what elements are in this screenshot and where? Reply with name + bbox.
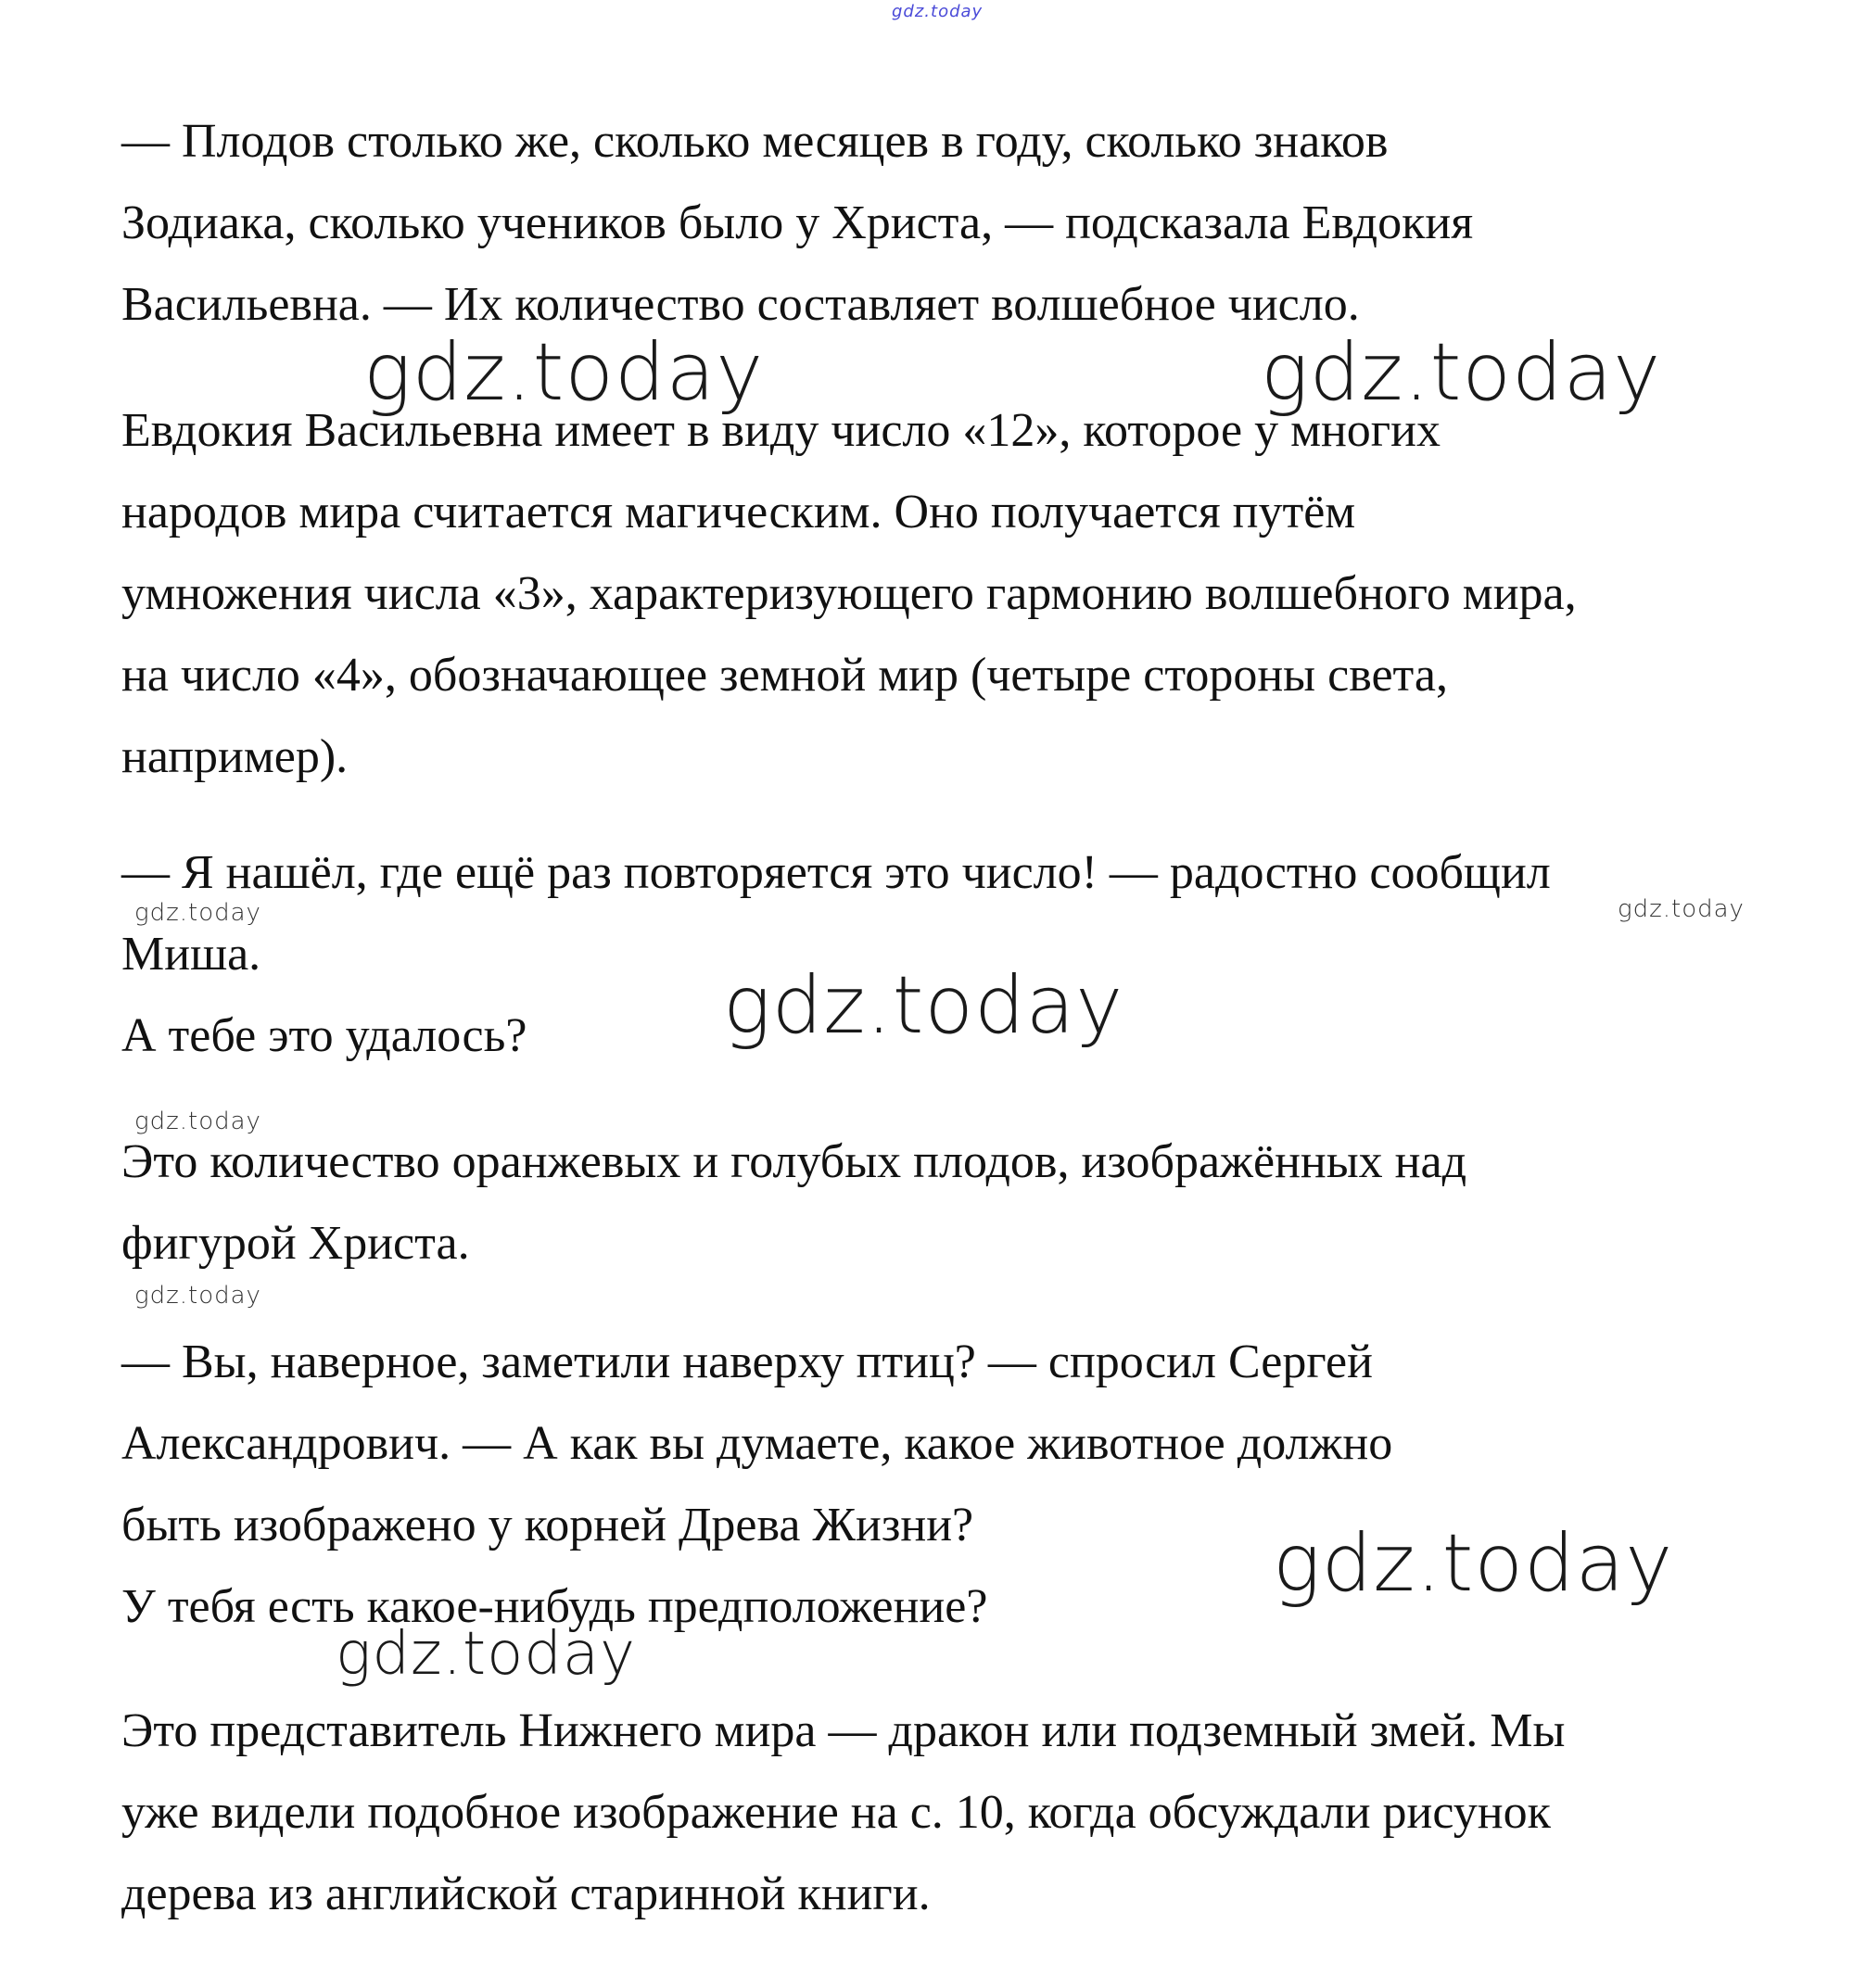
text-line: умножения числа «3», характеризующего гармонию волшебного мира, <box>121 567 1577 620</box>
text-line: быть изображено у корней Древа Жизни? <box>121 1499 974 1551</box>
text-line: Александрович. — А как вы думаете, какое животное должно <box>121 1417 1393 1470</box>
watermark-large-4: gdz.today <box>1273 1517 1674 1610</box>
text-line: — Вы, наверное, заметили наверху птиц? — спросил Сергей <box>121 1336 1373 1388</box>
text-line: Это количество оранжевых и голубых плодов, изображённых над <box>121 1135 1467 1188</box>
watermark-large-3: gdz.today <box>723 959 1124 1052</box>
text-line: на число «4», обозначающее земной мир (четыре стороны света, <box>121 649 1448 702</box>
text-line: Евдокия Васильевна имеет в виду число «12», которое у многих <box>121 404 1441 457</box>
watermark-small-3: gdz.today <box>134 1108 261 1135</box>
text-line: народов мира считается магическим. Оно получается путём <box>121 486 1356 538</box>
watermark-top: gdz.today <box>892 2 984 21</box>
watermark-medium-1: gdz.today <box>336 1620 636 1689</box>
watermark-large-1: gdz.today <box>363 326 765 419</box>
watermark-small-2: gdz.today <box>1618 895 1745 923</box>
text-line: например). <box>121 730 349 783</box>
text-line: Васильевна. — Их количество составляет волшебное число. <box>121 278 1360 331</box>
text-line: Это представитель Нижнего мира — дракон или подземный змей. Мы <box>121 1704 1566 1757</box>
text-line: Зодиака, сколько учеников было у Христа, — подсказала Евдокия <box>121 196 1474 249</box>
text-line: У тебя есть какое-нибудь предположение? <box>121 1580 988 1633</box>
text-line: А тебе это удалось? <box>121 1009 527 1062</box>
text-line: Миша. <box>121 928 261 981</box>
text-line: дерева из английской старинной книги. <box>121 1868 931 1920</box>
watermark-small-1: gdz.today <box>134 899 261 927</box>
watermark-small-4: gdz.today <box>134 1282 261 1310</box>
text-line: фигурой Христа. <box>121 1217 470 1270</box>
text-line: уже видели подобное изображение на с. 10, когда обсуждали рисунок <box>121 1786 1551 1839</box>
text-line: — Плодов столько же, сколько месяцев в году, сколько знаков <box>121 115 1389 168</box>
text-line: — Я нашёл, где ещё раз повторяется это число! — радостно сообщил <box>121 846 1551 899</box>
watermark-large-2: gdz.today <box>1261 326 1662 419</box>
